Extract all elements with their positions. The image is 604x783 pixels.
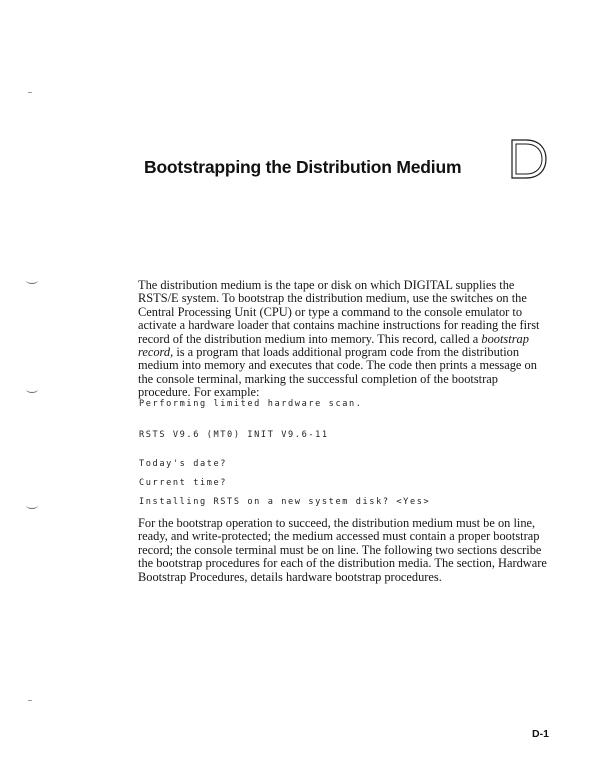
intro-paragraph-text-end: is a program that loads additional program code from the distribution medium into memory and executes that code. The code then prints a message on the console terminal, marking the successful completion of the bootstrap procedure. For example:	[138, 345, 537, 400]
scan-artifact	[28, 92, 32, 93]
terminal-line: RSTS V9.6 (MT0) INIT V9.6-11	[139, 430, 329, 440]
requirements-paragraph: For the bootstrap operation to succeed, the distribution medium must be on line, ready, and write-protected; the medium accessed must contain a proper bootstrap record; the console terminal must be on line. The following two sections describe the bootstrap procedures for each of the distribution media. The section, Hardware Bootstrap Procedures, details hardware bootstrap procedures.	[138, 516, 547, 584]
terminal-line: Performing limited hardware scan.	[139, 399, 363, 409]
chapter-title: Bootstrapping the Distribution Medium	[144, 157, 462, 177]
scan-artifact	[26, 277, 38, 284]
chapter-letter-icon	[510, 138, 548, 180]
terminal-line: Installing RSTS on a new system disk? <Yes>	[139, 497, 431, 507]
terminal-line: Today's date?	[139, 459, 228, 469]
scan-artifact	[28, 700, 32, 701]
scan-artifact	[26, 386, 38, 393]
intro-paragraph-text: The distribution medium is the tape or disk on which DIGITAL supplies the RSTS/E system. To bootstrap the distribution medium, use the switches on the Central Processing Unit (CPU) or type a command to the console emulator to activate a hardware loader that contains machine instructions for reading the first record of the distribution medium into memory. This record, called a	[138, 278, 540, 346]
intro-paragraph	[138, 279, 548, 400]
terminal-line: Current time?	[139, 478, 228, 488]
page-number: D-1	[532, 728, 549, 740]
intro-paragraph-emphasis: bootstrap record,	[138, 331, 529, 360]
scan-artifact	[26, 502, 38, 509]
